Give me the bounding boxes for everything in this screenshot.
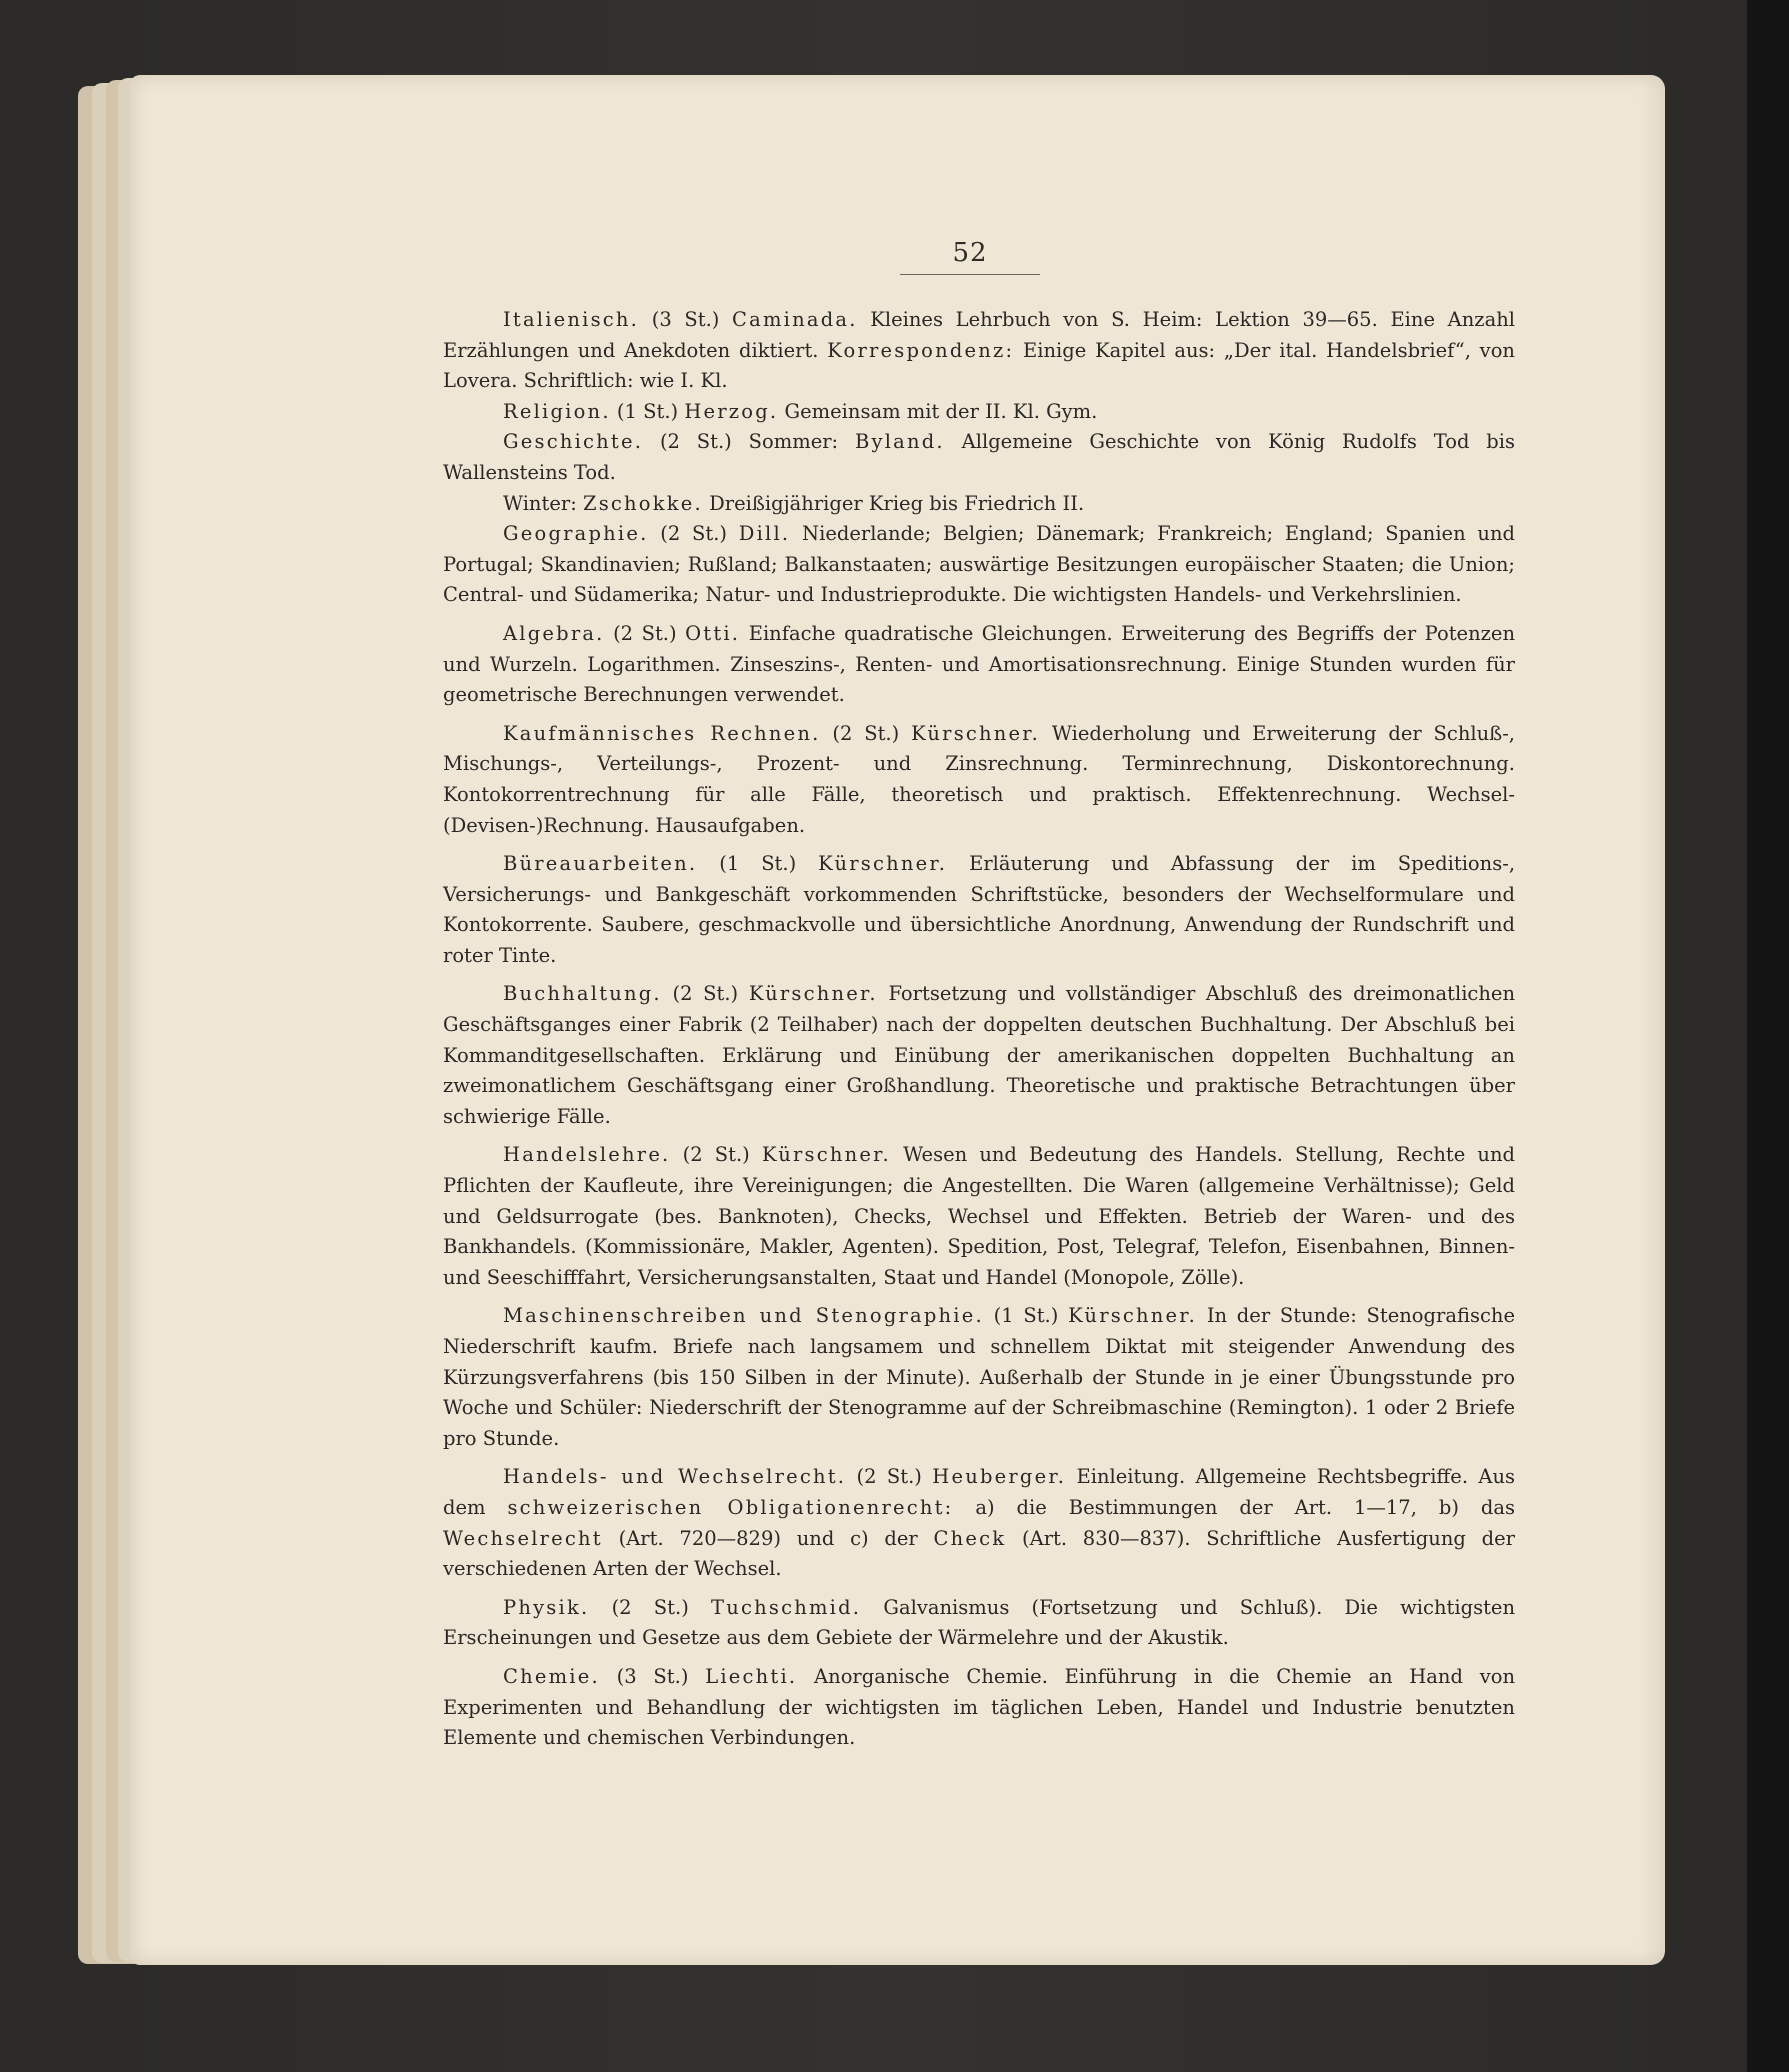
teacher-name: Kürschner.	[761, 1143, 891, 1167]
teacher-name: Byland.	[854, 430, 945, 454]
hours: (1 St.)	[993, 1304, 1059, 1328]
paragraph-text: (Art. 830—837). Schriftliche Ausfertigung der verschiedenen Arten der Wechsel.	[443, 1526, 1515, 1581]
page-header	[900, 238, 1040, 275]
paragraph-kaufmaennisches-rechnen	[443, 719, 1515, 841]
teacher-name: Zschokke.	[582, 491, 703, 515]
paragraph-geographie	[443, 519, 1515, 611]
paragraph-handelslehre	[443, 1140, 1515, 1293]
subject-heading: Kaufmännisches Rechnen.	[503, 721, 821, 745]
teacher-name: Liechti.	[705, 1664, 798, 1688]
paragraph-chemie	[443, 1662, 1515, 1754]
subject-heading: Büreauarbeiten.	[503, 852, 698, 876]
hours: (1 St.)	[719, 852, 797, 876]
paragraph-text: Allgemeine Geschichte von König Rudolfs Tod bis Wallensteins Tod.	[443, 430, 1515, 484]
paragraph-algebra	[443, 619, 1515, 711]
teacher-name: Kürschner.	[818, 852, 948, 876]
paragraph-text: In der Stunde: Stenografische Niederschrift kaufm. Briefe nach langsamem und schnellem Diktat mit steigender Anwendung des Kürzungsverfahrens (bis 150 Silben in der Minute). Außerhalb der Stunde in je einer Übungsstunde pro Woche und Schüler: Niederschrift der Stenogramme auf der Schreibmaschine (Remington). 1 oder 2 Briefe pro Stunde.	[443, 1304, 1515, 1450]
subject-heading: Handelslehre.	[503, 1143, 671, 1167]
paragraph-italienisch	[443, 305, 1515, 397]
subject-heading: Buchhaltung.	[503, 982, 662, 1006]
paragraph-text: Kleines Lehrbuch von S. Heim: Lektion 39—65. Eine Anzahl Erzählungen und Anekdoten diktiert.	[443, 308, 1515, 362]
teacher-name: Heuberger.	[932, 1465, 1067, 1489]
spaced-term: schweizerischen Obligationenrecht:	[507, 1495, 954, 1519]
subject-heading: Handels- und Wechselrecht.	[503, 1465, 847, 1489]
paragraph-text: Fortsetzung und vollständiger Abschluß des dreimonatlichen Geschäftsganges einer Fabrik (2 Teilhaber) nach der doppelten deutschen Buchhaltung. Der Abschluß bei Kommanditgesellschaften. Erklärung und Einübung der amerikanischen doppelten Buchhaltung an zweimonatlichem Geschäftsgang einer Großhandlung. Theoretische und praktische Betrachtungen über schwierige Fälle.	[443, 982, 1516, 1128]
paragraph-text: Galvanismus (Fortsetzung und Schluß). Die wichtigsten Erscheinungen und Gesetze aus dem Gebiete der Wärmelehre und der Akustik.	[443, 1595, 1516, 1650]
paragraph-text: Einige Kapitel aus: „Der ital. Handelsbrief“, von Lovera. Schriftlich: wie I. Kl.	[443, 338, 1515, 393]
teacher-name: Kürschner.	[748, 982, 878, 1006]
subject-heading: Religion.	[503, 399, 611, 423]
subject-heading: Physik.	[503, 1595, 590, 1619]
paragraph-physik	[443, 1593, 1515, 1654]
subject-heading: Chemie.	[503, 1664, 600, 1688]
teacher-name: Dill.	[738, 522, 791, 546]
paragraph-handels-und-wechselrecht	[443, 1462, 1515, 1584]
teacher-name: Tuchschmid.	[711, 1595, 862, 1619]
paragraph-text: Einleitung. Allgemeine Rechtsbegriffe. Aus dem	[443, 1465, 1516, 1519]
teacher-name: Otti.	[685, 621, 741, 645]
teacher-name: Herzog.	[684, 399, 779, 423]
paragraph-geschichte-winter	[443, 489, 1515, 520]
hours: (3 St.)	[616, 1664, 689, 1688]
paragraph-text: Einfache quadratische Gleichungen. Erweiterung des Begriffs der Potenzen und Wurzeln. Logarithmen. Zinseszins-, Renten- und Amortisationsrechnung. Einige Stunden wurden für geometrische Berechnungen verwendet.	[443, 621, 1516, 707]
subject-heading: Geographie.	[503, 522, 649, 546]
paragraph-bureauarbeiten	[443, 849, 1515, 971]
paragraph-religion	[443, 397, 1515, 428]
paragraph-text: Wiederholung und Erweiterung der Schluß-, Mischungs-, Verteilungs-, Prozent- und Zinsrechnung. Terminrechnung, Diskontorechnung. Kontokorrentrechnung für alle Fälle, theoretisch und praktisch. Effektenrechnung. Wechsel-(Devisen-)Rechnung. Hausaufgaben.	[443, 721, 1515, 837]
term-label: Sommer:	[748, 430, 839, 454]
hours: (2 St.)	[856, 1465, 922, 1489]
paragraph-text: Wesen und Bedeutung des Handels. Stellung, Rechte und Pflichten der Kaufleute, ihre Vereinigungen; die Angestellten. Die Waren (allgemeine Verhältnisse); Geld und Geldsurrogate (bes. Banknoten), Checks, Wechsel und Effekten. Betrieb der Waren- und des Bankhandels. (Kommissionäre, Makler, Agenten). Spedition, Post, Telegraf, Telefon, Eisenbahnen, Binnen- und Seeschifffahrt, Versicherungsanstalten, Staat und Handel (Monopole, Zölle).	[443, 1143, 1516, 1289]
hours: (2 St.)	[672, 982, 739, 1006]
teacher-name: Kürschner.	[911, 721, 1041, 745]
term-label: Winter:	[503, 491, 577, 515]
hours: (2 St.)	[682, 1143, 750, 1167]
subject-heading: Algebra.	[503, 621, 605, 645]
paragraph-text: Niederlande; Belgien; Dänemark; Frankreich; England; Spanien und Portugal; Skandinavien; Rußland; Balkanstaaten; auswärtige Besitzungen europäischer Staaten; die Union; Central- und Südamerika; Natur- und Industrieprodukte. Die wichtigsten Handels- und Verkehrslinien.	[443, 522, 1515, 607]
paragraph-text: a) die Bestimmungen der Art. 1—17, b) das	[975, 1495, 1516, 1519]
page-number-rule	[900, 274, 1040, 275]
hours: (2 St.)	[659, 430, 732, 454]
paragraph-text: Gemeinsam mit der II. Kl. Gym.	[784, 399, 1098, 423]
hours: (2 St.)	[832, 721, 900, 745]
paragraph-geschichte	[443, 427, 1515, 488]
hours: (1 St.)	[616, 399, 679, 423]
teacher-name: Kürschner.	[1068, 1304, 1198, 1328]
paragraph-text: Erläuterung und Abfassung der im Speditions-, Versicherungs- und Bankgeschäft vorkommenden Schriftstücke, besonders der Wechselformulare und Kontokorrente. Saubere, geschmackvolle und übersichtliche Anordnung, Anwendung der Rundschrift und roter Tinte.	[443, 852, 1516, 967]
spaced-term: Korrespondenz:	[827, 338, 1015, 362]
spaced-term: Wechselrecht	[443, 1526, 603, 1550]
paragraph-text: Anorganische Chemie. Einführung in die Chemie an Hand von Experimenten und Behandlung der wichtigsten im täglichen Leben, Handel und Industrie benutzten Elemente und chemischen Verbindungen.	[443, 1664, 1516, 1750]
subject-heading: Maschinenschreiben und Stenographie.	[503, 1304, 984, 1328]
subject-heading: Geschichte.	[503, 430, 644, 454]
page-number: 52	[952, 238, 988, 268]
hours: (3 St.)	[651, 308, 720, 331]
subject-heading: Italienisch.	[503, 308, 640, 331]
body-text	[443, 305, 1515, 1754]
paragraph-buchhaltung	[443, 979, 1515, 1132]
paragraph-text: Dreißigjähriger Krieg bis Friedrich II.	[709, 491, 1085, 515]
hours: (2 St.)	[611, 1595, 689, 1619]
paragraph-text: (Art. 720—829) und c) der	[618, 1526, 918, 1550]
hours: (2 St.)	[613, 621, 677, 645]
teacher-name: Caminada.	[732, 308, 858, 331]
hours: (2 St.)	[660, 522, 727, 546]
spaced-term: Check	[933, 1526, 1007, 1550]
paragraph-maschinenschreiben	[443, 1301, 1515, 1454]
scan-edge-shadow	[1747, 0, 1789, 2072]
